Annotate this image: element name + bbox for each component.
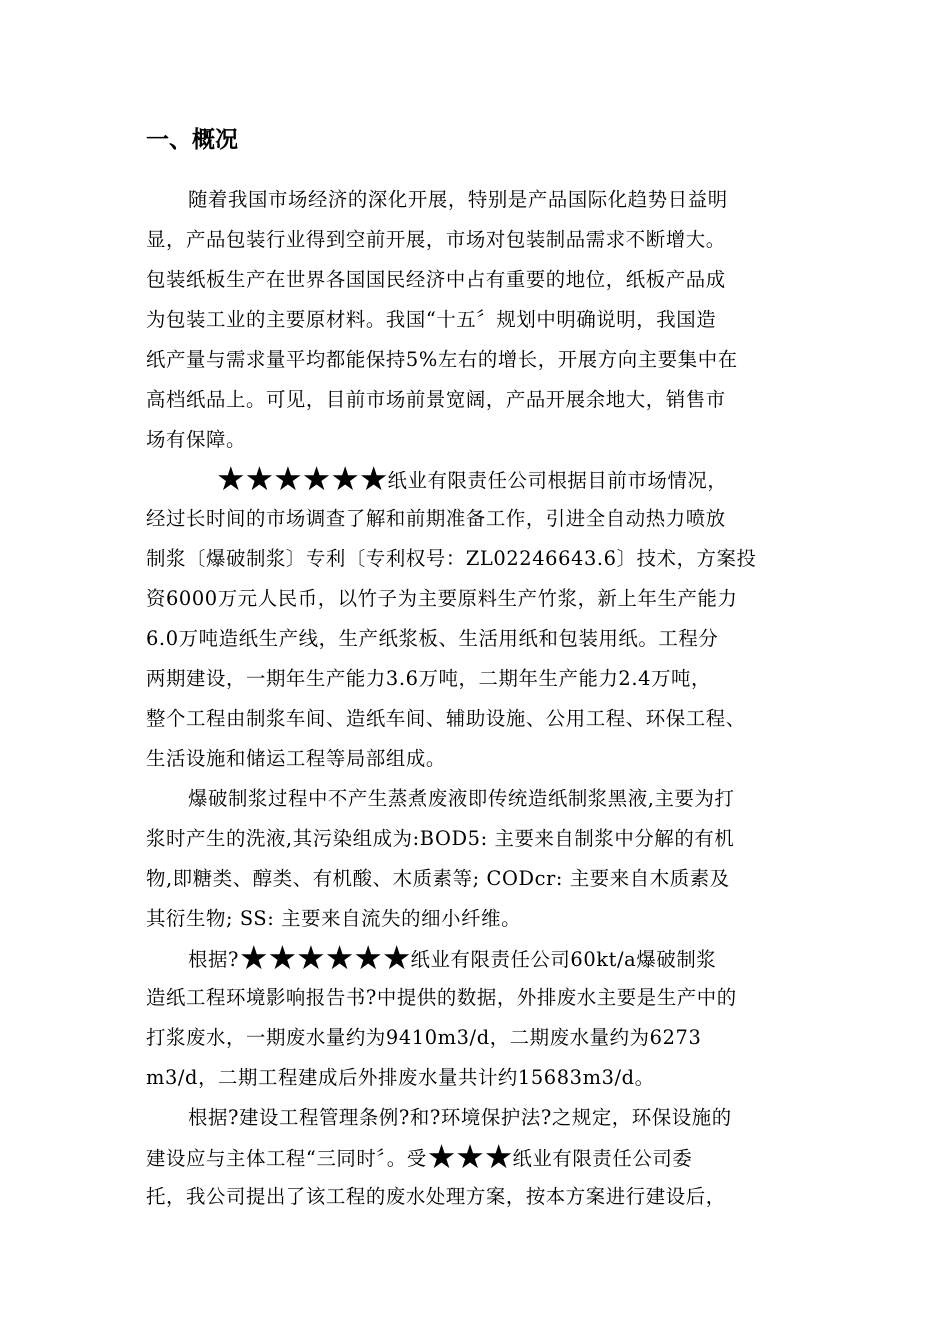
paragraph-line: 根据?建设工程管理条例?和?环境保护法?之规定，环保设施的 bbox=[188, 1106, 732, 1129]
paragraph-line: 经过长时间的市场调查了解和前期准备工作，引进全自动热力喷放 bbox=[146, 507, 726, 530]
paragraph-line: 整个工程由制浆车间、造纸车间、辅助设施、公用工程、环保工程、 bbox=[146, 707, 746, 730]
paragraph-line bbox=[146, 1138, 692, 1176]
paragraph-line: 场有保障。 bbox=[146, 428, 246, 451]
paragraph-line: 两期建设，一期年生产能力3.6万吨，二期年生产能力2.4万吨， bbox=[146, 667, 712, 690]
paragraph-line: 显，产品包装行业得到空前开展，市场对包装制品需求不断增大。 bbox=[146, 228, 726, 251]
paragraph-line: 为包装工业的主要原材料。我国“十五〞规划中明确说明，我国造 bbox=[146, 308, 717, 331]
paragraph-line: 造纸工程环境影响报告书?中提供的数据，外排废水主要是生产中的 bbox=[146, 986, 737, 1009]
paragraph-line: 托，我公司提出了该工程的废水处理方案，按本方案进行建设后， bbox=[146, 1185, 726, 1208]
paragraph-text: 根据? bbox=[188, 948, 239, 971]
redacted-stars: ★★★★★★ bbox=[238, 938, 411, 977]
paragraph-line bbox=[188, 939, 716, 977]
paragraph-text: 纸业有限责任公司根据目前市场情况， bbox=[387, 469, 728, 492]
paragraph-line: 生活设施和储运工程等局部组成。 bbox=[146, 747, 446, 770]
paragraph-line: 打浆废水，一期废水量约为9410m3/d，二期废水量约为6273 bbox=[146, 1026, 702, 1049]
paragraph-line: 其衍生物; SS: 主要来自流失的细小纤维。 bbox=[146, 907, 522, 930]
paragraph-line: 爆破制浆过程中不产生蒸煮废液即传统造纸制浆黑液,主要为打 bbox=[188, 787, 735, 810]
paragraph-line: 物,即糖类、醇类、有机酸、木质素等; CODcr: 主要来自木质素及 bbox=[146, 867, 730, 890]
section-heading: 一、概况 bbox=[146, 127, 238, 153]
redacted-stars: ★★★ bbox=[426, 1137, 513, 1176]
paragraph-line: 6.0万吨造纸生产线，生产纸浆板、生活用纸和包装用纸。工程分 bbox=[146, 627, 719, 650]
paragraph-text: 纸业有限责任公司委 bbox=[512, 1147, 693, 1170]
paragraph-text: 建设应与主体工程“三同时〞。受 bbox=[146, 1147, 427, 1170]
paragraph-line: m3/d，二期工程建成后外排废水量共计约15683m3/d。 bbox=[146, 1066, 655, 1089]
paragraph-line: 纸产量与需求量平均都能保持5%左右的增长，开展方向主要集中在 bbox=[146, 348, 738, 371]
paragraph-line: 制浆〔爆破制浆〕专利〔专利权号：ZL02246643.6〕技术，方案投 bbox=[146, 547, 757, 570]
paragraph-line: 随着我国市场经济的深化开展，特别是产品国际化趋势日益明 bbox=[188, 188, 728, 211]
paragraph-text: 纸业有限责任公司60kt/a爆破制浆 bbox=[410, 948, 717, 971]
paragraph-line: 资6000万元人民币，以竹子为主要原料生产竹浆，新上年生产能力 bbox=[146, 587, 738, 610]
paragraph-line bbox=[216, 460, 727, 498]
paragraph-line: 高档纸品上。可见，目前市场前景宽阔，产品开展余地大，销售市 bbox=[146, 388, 726, 411]
paragraph-line: 包装纸板生产在世界各国国民经济中占有重要的地位，纸板产品成 bbox=[146, 268, 726, 291]
paragraph-line: 浆时产生的洗液,其污染组成为:BOD5: 主要来自制浆中分解的有机 bbox=[146, 827, 735, 850]
redacted-stars: ★★★★★★ bbox=[216, 459, 388, 498]
